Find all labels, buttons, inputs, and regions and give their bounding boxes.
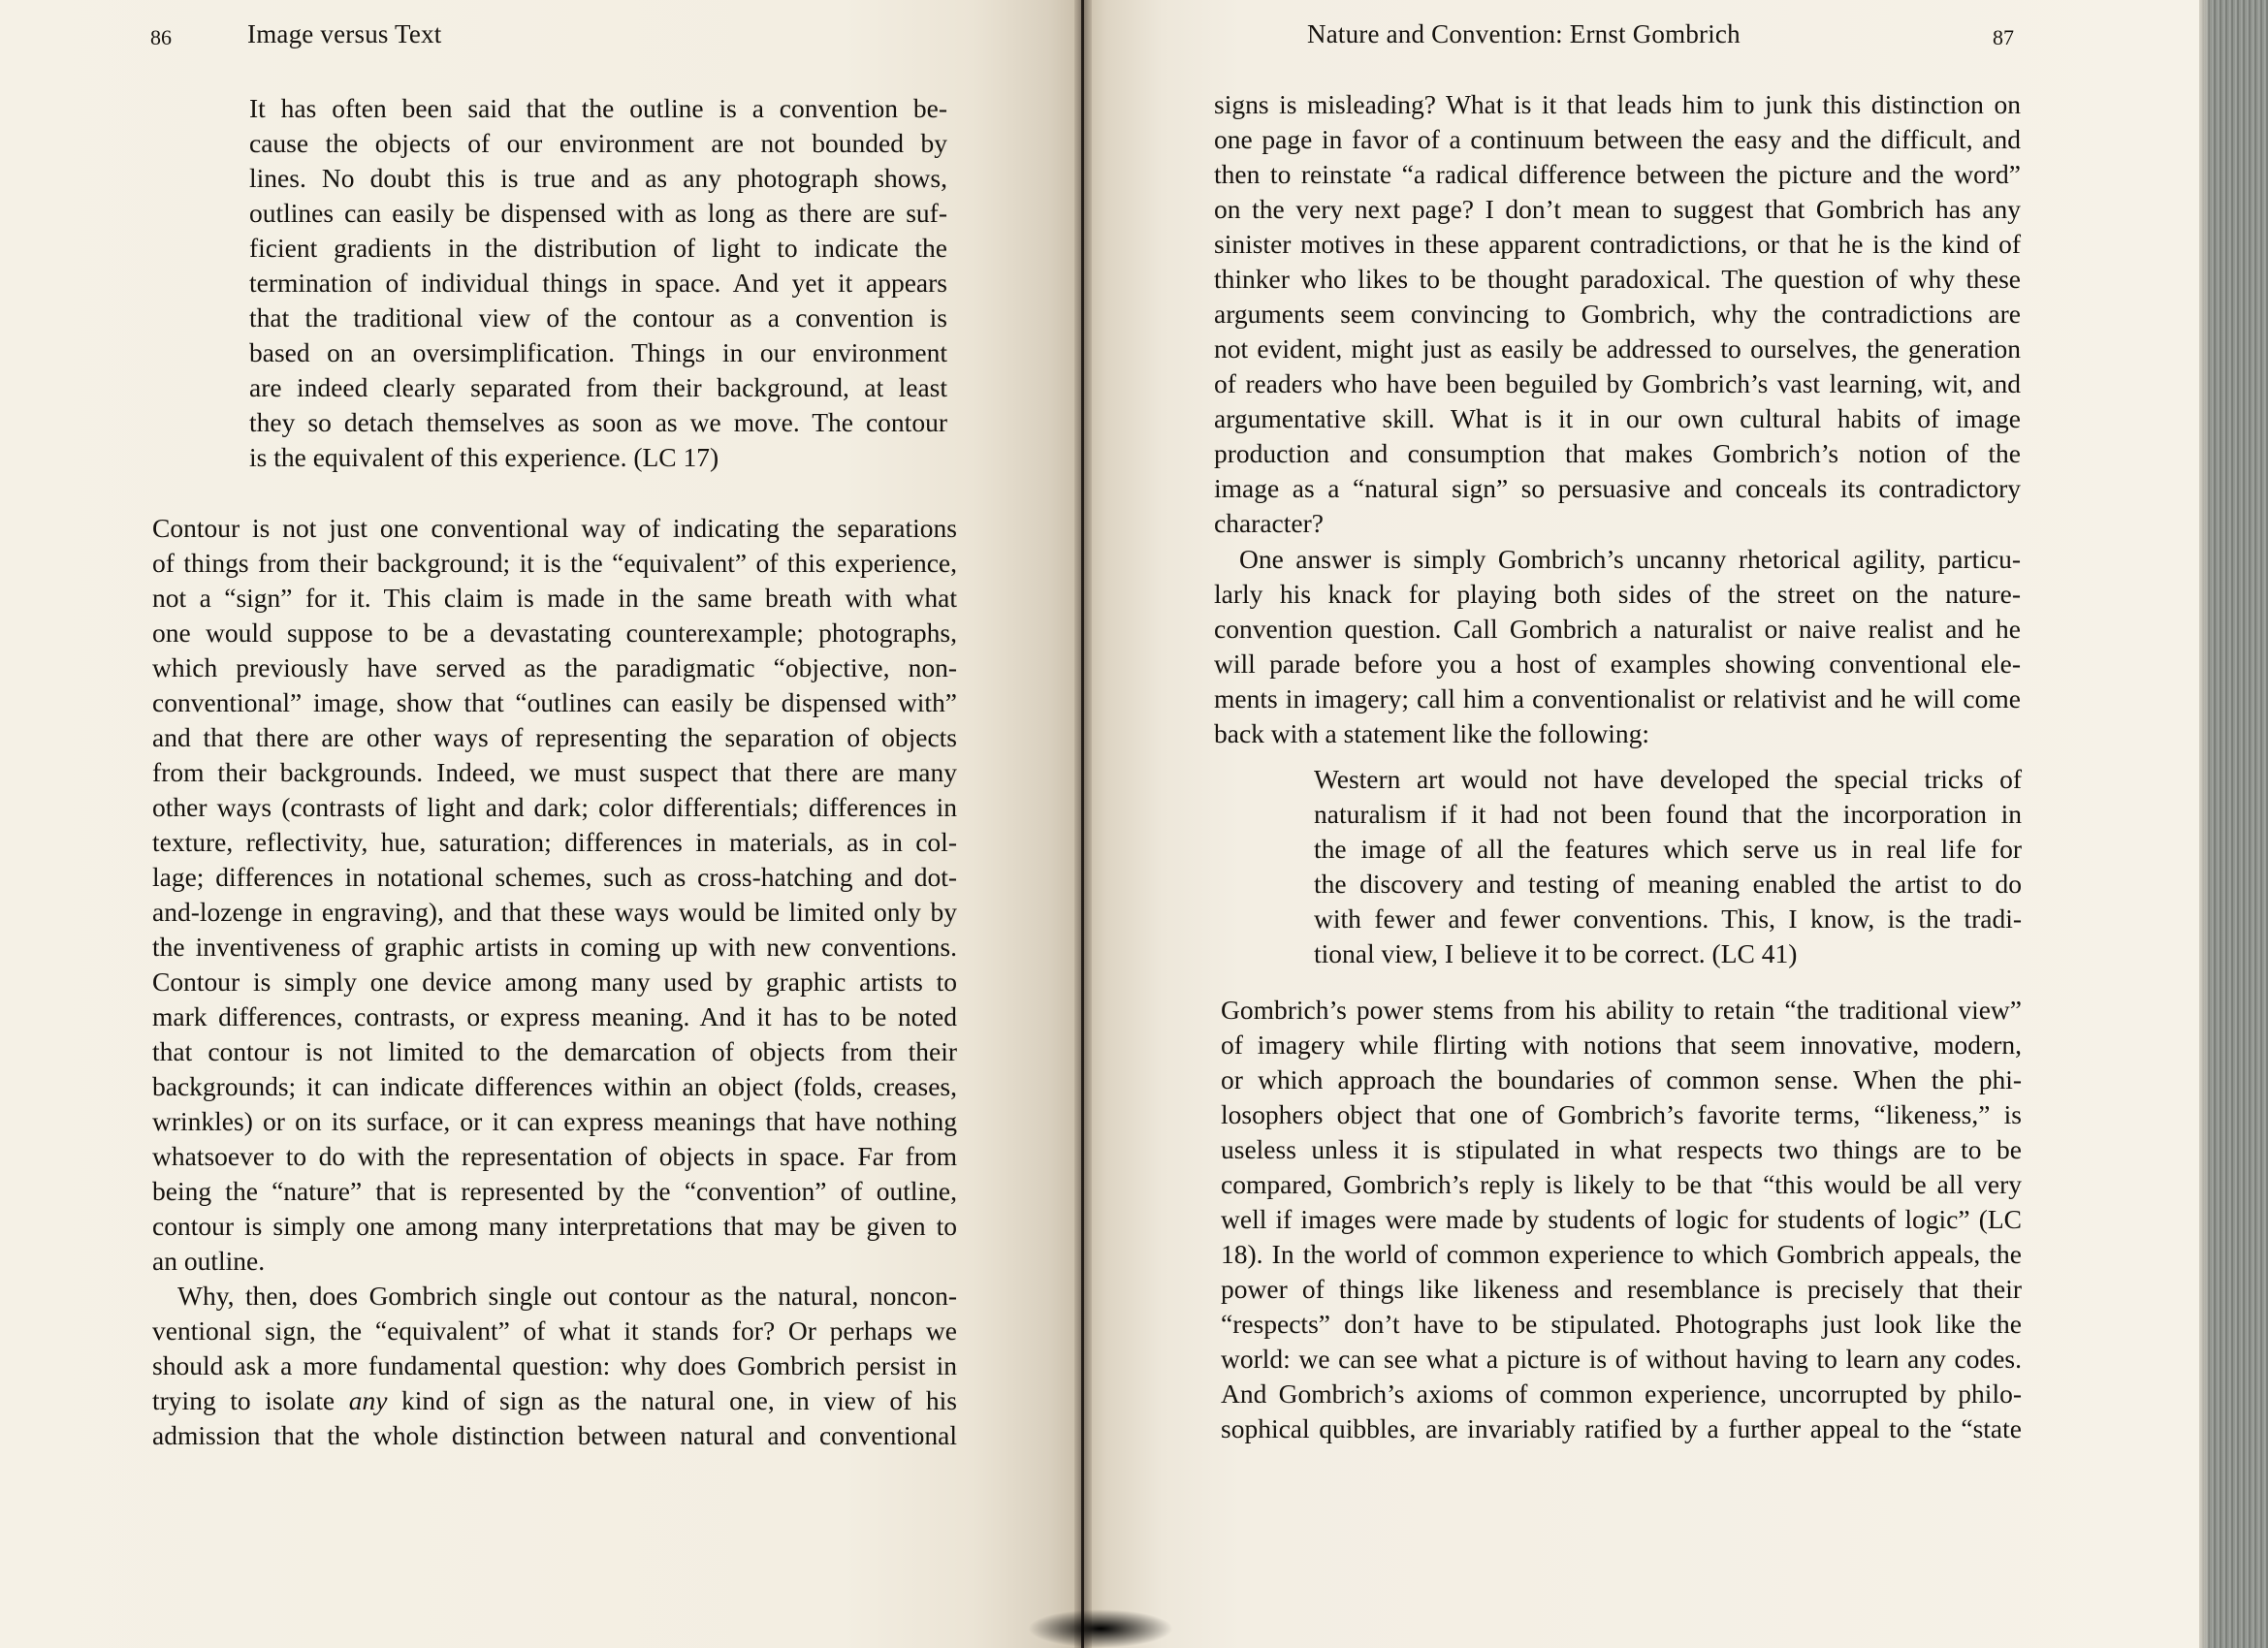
book-gutter <box>1074 0 1092 1648</box>
text-line: character? <box>1214 508 1324 538</box>
text-line: Contour is not just one conventional way of indicating the separations <box>152 513 957 543</box>
right-page <box>1084 0 2199 1648</box>
text-line: One answer is simply Gombrich’s uncanny rhetorical agility, particu- <box>1239 544 2021 574</box>
text-line: contour is simply one among many interpretations that may be given to <box>152 1211 957 1241</box>
text-line: sinister motives in these apparent contradictions, or that he is the kind of <box>1214 229 2021 259</box>
text-line: ments in imagery; call him a conventionalist or relativist and he will come <box>1214 683 2021 713</box>
text-line: useless unless it is stipulated in what respects two things are to be <box>1221 1134 2022 1164</box>
text-line: that the traditional view of the contour as a convention is <box>249 302 947 333</box>
text-line: which previously have served as the paradigmatic “objective, non- <box>152 652 957 682</box>
page-number-left: 86 <box>150 25 172 49</box>
text-line: image as a “natural sign” so persuasive and conceals its contradictory <box>1214 473 2021 503</box>
text-line: And Gombrich’s axioms of common experience, uncorrupted by philo- <box>1221 1379 2022 1409</box>
left-page <box>0 0 1081 1648</box>
text-line: will parade before you a host of examples showing conventional ele- <box>1214 649 2021 679</box>
text-line: are indeed clearly separated from their background, at least <box>249 372 947 402</box>
text-line: one would suppose to be a devastating counterexample; photographs, <box>152 618 957 648</box>
text-line: and-lozenge in engraving), and that these ways would be limited only by <box>152 897 957 927</box>
text-line: back with a statement like the following: <box>1214 718 1650 748</box>
text-line: sophical quibbles, are invariably ratified by a further appeal to the “state <box>1221 1413 2022 1443</box>
text-line: termination of individual things in space. And yet it appears <box>249 268 947 298</box>
text-line: they so detach themselves as soon as we move. The contour <box>249 407 947 437</box>
text-line: with fewer and fewer conventions. This, I know, is the tradi- <box>1314 903 2022 934</box>
text-line: conventional” image, show that “outlines can easily be dispensed with” <box>152 687 957 717</box>
text-line: 18). In the world of common experience to which Gombrich appeals, the <box>1221 1239 2022 1269</box>
text-line: signs is misleading? What is it that leads him to junk this distinction on <box>1214 89 2021 119</box>
running-head-left: Image versus Text <box>247 19 442 48</box>
text-line: of things from their background; it is the “equivalent” of this experience, <box>152 548 957 578</box>
page-number-right: 87 <box>1993 25 2014 49</box>
text-line: tional view, I believe it to be correct. (LC 41) <box>1314 938 1798 968</box>
text-line: outlines can easily be dispensed with as long as there are suf- <box>249 198 947 228</box>
text-line: admission that the whole distinction between natural and conventional <box>152 1420 957 1450</box>
text-line: or which approach the boundaries of common sense. When the phi- <box>1221 1064 2022 1094</box>
text-line: losophers object that one of Gombrich’s favorite terms, “likeness,” is <box>1221 1099 2022 1129</box>
text-line: larly his knack for playing both sides of the street on the nature- <box>1214 579 2021 609</box>
text-line: being the “nature” that is represented by the “convention” of outline, <box>152 1176 957 1206</box>
text-line: Gombrich’s power stems from his ability to retain “the traditional view” <box>1221 995 2022 1025</box>
text-line: “respects” don’t have to be stipulated. Photographs just look like the <box>1221 1309 2022 1339</box>
text-line: based on an oversimplification. Things in our environment <box>249 337 947 367</box>
text-line: the image of all the features which serve us in real life for <box>1314 834 2022 864</box>
text-line: It has often been said that the outline is a convention be- <box>249 93 947 123</box>
text-line: well if images were made by students of logic for students of logic” (LC <box>1221 1204 2022 1234</box>
text-line: cause the objects of our environment are not bounded by <box>249 128 947 158</box>
text-line: the discovery and testing of meaning enabled the artist to do <box>1314 869 2022 899</box>
text-line: on the very next page? I don’t mean to suggest that Gombrich has any <box>1214 194 2021 224</box>
text-line: argumentative skill. What is it in our own cultural habits of image <box>1214 403 2021 433</box>
text-line: whatsoever to do with the representation of objects in space. Far from <box>152 1141 957 1171</box>
text-line: should ask a more fundamental question: why does Gombrich persist in <box>152 1350 957 1380</box>
spine-shadow <box>1028 1609 1173 1648</box>
text-line: an outline. <box>152 1246 266 1276</box>
text-line: one page in favor of a continuum between the easy and the difficult, and <box>1214 124 2021 154</box>
text-line: of imagery while flirting with notions that seem innovative, modern, <box>1221 1030 2022 1060</box>
text-line: world: we can see what a picture is of without having to learn any codes. <box>1221 1344 2022 1374</box>
page-edges <box>2199 0 2268 1648</box>
text-line: then to reinstate “a radical difference between the picture and the word” <box>1214 159 2021 189</box>
text-line: Why, then, does Gombrich single out contour as the natural, noncon- <box>177 1281 957 1311</box>
text-line: not evident, might just as easily be addressed to ourselves, the generation <box>1214 333 2021 364</box>
text-line: other ways (contrasts of light and dark; color differentials; differences in <box>152 792 957 822</box>
text-line: and that there are other ways of representing the separation of objects <box>152 722 957 752</box>
text-line: wrinkles) or on its surface, or it can express meanings that have nothing <box>152 1106 957 1136</box>
text-line: lines. No doubt this is true and as any photograph shows, <box>249 163 947 193</box>
text-line: Contour is simply one device among many used by graphic artists to <box>152 967 957 997</box>
text-line: Western art would not have developed the special tricks of <box>1314 764 2022 794</box>
text-line: compared, Gombrich’s reply is likely to be that “this would be all very <box>1221 1169 2022 1199</box>
text-line: ficient gradients in the distribution of light to indicate the <box>249 233 947 263</box>
text-line: convention question. Call Gombrich a naturalist or naive realist and he <box>1214 614 2021 644</box>
text-line: of readers who have been beguiled by Gombrich’s vast learning, wit, and <box>1214 368 2021 398</box>
text-line: trying to isolate any kind of sign as the natural one, in view of his <box>152 1385 957 1415</box>
text-line: thinker who likes to be thought paradoxical. The question of why these <box>1214 264 2021 294</box>
text-line: the inventiveness of graphic artists in coming up with new conventions. <box>152 932 957 962</box>
text-line: is the equivalent of this experience. (LC 17) <box>249 442 719 472</box>
text-line: naturalism if it had not been found that the incorporation in <box>1314 799 2022 829</box>
running-head-right: Nature and Convention: Ernst Gombrich <box>1307 19 1741 48</box>
text-line: not a “sign” for it. This claim is made in the same breath with what <box>152 583 957 613</box>
text-line: production and consumption that makes Gombrich’s notion of the <box>1214 438 2021 468</box>
text-line: from their backgrounds. Indeed, we must suspect that there are many <box>152 757 957 787</box>
text-line: power of things like likeness and resemblance is precisely that their <box>1221 1274 2022 1304</box>
text-line: mark differences, contrasts, or express meaning. And it has to be noted <box>152 1001 957 1031</box>
text-line: texture, reflectivity, hue, saturation; differences in materials, as in col- <box>152 827 957 857</box>
text-line: that contour is not limited to the demarcation of objects from their <box>152 1036 957 1066</box>
text-line: ventional sign, the “equivalent” of what it stands for? Or perhaps we <box>152 1315 957 1346</box>
text-line: arguments seem convincing to Gombrich, why the contradictions are <box>1214 299 2021 329</box>
text-line: lage; differences in notational schemes, such as cross-hatching and dot- <box>152 862 957 892</box>
text-line: backgrounds; it can indicate differences within an object (folds, creases, <box>152 1071 957 1101</box>
